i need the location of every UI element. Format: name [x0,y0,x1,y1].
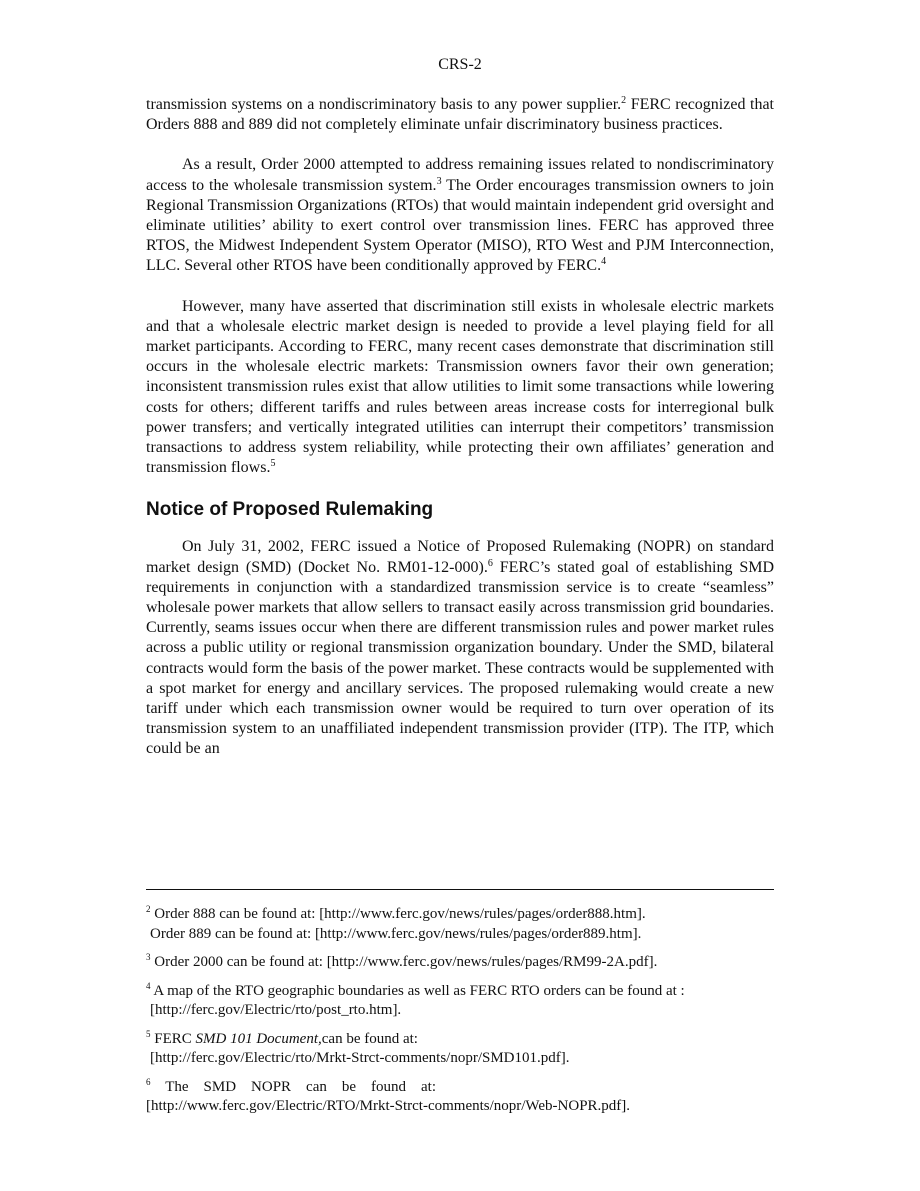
paragraph-text: transmission systems on a nondiscriminatory basis to any power supplier. [146,96,622,113]
footnote-ref-2[interactable]: 2 [621,95,627,106]
footnote-ref-5[interactable]: 5 [270,458,276,470]
footnote-text: A map of the RTO geographic boundaries as well as FERC RTO orders can be found at : [150,982,685,999]
footnote-text: Order 2000 can be found at: [http://www.ferc.gov/news/rules/pages/RM99-2A.pdf]. [150,954,658,970]
paragraph-text: On July 31, 2002, FERC issued a Notice of Proposed Rulemaking (NOPR) on standard market design (SMD) (Docket No. RM01-12-000). [146,538,774,576]
paragraph-text: The Order encourages transmission owners to join Regional Transmission Organizations (RTOs) that would maintain independent grid oversight and eliminate utilities’ ability to exert control over transmission lines. FERC has approved three RTOS, the Midwest Independent System Operator (MISO), RTO West and PJM Interconnection, LLC. Several other RTOS have been conditionally approved by FERC. [146,176,775,275]
footnote-5 [146,1030,774,1069]
footnote-text: [http://ferc.gov/Electric/rto/Mrkt-Strct-comments/nopr/SMD101.pdf]. [150,1050,570,1066]
footnote-text: Order 889 can be found at: [http://www.ferc.gov/news/rules/pages/order889.htm]. [150,925,642,942]
footnote-ref-4[interactable]: 4 [601,256,607,268]
footnote-divider [146,889,774,890]
footnote-text: can be found at: [321,1030,418,1047]
paragraph-1 [146,95,774,135]
paragraph-text: FERC’s stated goal of establishing SMD requirements in conjunction with a standardized transmission service is to create “seamless” wholesale power markets that allow sellers to transact easily across transmission grid boundaries. Currently, seams issues occur when there are different transmission rules and power market rules across a public utility or regional transmission organization boundary. Under the SMD, bilateral contracts would form the basis of the power market. These contracts would be supplemented with a spot market for energy and ancillary services. The proposed rulemaking would create a new tariff under which each transmission owner would be required to turn over operation of its transmission system to an unaffiliated independent transmission provider (ITP). The ITP, which could be an [146,558,775,758]
section-heading: Notice of Proposed Rulemaking [146,499,434,521]
footnote-number: 6 [146,1076,151,1087]
footnote-6 [146,1078,774,1117]
footnotes [146,905,774,1126]
document-title-italic: SMD 101 Document, [195,1030,322,1047]
footnote-2 [146,905,774,944]
paragraph-text: As a result, Order 2000 attempted to address remaining issues related to nondiscriminatory access to the wholesale transmission system. [146,156,774,194]
footnote-3 [146,953,774,973]
footnote-number: 2 [146,904,151,914]
footnote-ref-3[interactable]: 3 [436,175,442,187]
paragraph-text: FERC recognized that Orders 888 and 889 did not completely eliminate unfair discriminatory business practices. [146,96,775,134]
footnote-number: 3 [146,952,151,962]
document-body [146,95,774,780]
footnote-text: FERC [150,1030,196,1047]
paragraph-2 [146,155,774,276]
footnote-ref-6[interactable]: 6 [487,557,493,569]
paragraph-3 [146,297,774,479]
footnote-text: [http://www.ferc.gov/Electric/RTO/Mrkt-Strct-comments/nopr/Web-NOPR.pdf]. [146,1098,631,1114]
footnote-text: [http://ferc.gov/Electric/rto/post_rto.htm]. [150,1002,402,1018]
paragraph-4 [146,537,774,759]
footnote-number: 5 [146,1028,151,1039]
footnote-number: 4 [146,980,151,991]
paragraph-text: However, many have asserted that discrimination still exists in wholesale electric markets and that a wholesale electric market design is needed to provide a level playing field for all market participants. According to FERC, many recent cases demonstrate that discrimination still occurs in the wholesale electric markets: Transmission owners favor their own generation; inconsistent transmission rules exist that allow utilities to limit some transactions while lowering costs for others; different tariffs and rules between areas increase costs for interregional bulk power transfers; and vertically integrated utilities can interrupt their competitors’ transmission transactions to address system reliability, while protecting their own affiliates’ generation and transmission flows. [146,297,774,477]
footnote-text: The SMD NOPR can be found at: [150,1078,436,1095]
page-number-header: CRS-2 [438,56,482,73]
footnote-4 [146,982,774,1021]
footnote-text: Order 888 can be found at: [http://www.ferc.gov/news/rules/pages/order888.htm]. [150,906,646,922]
